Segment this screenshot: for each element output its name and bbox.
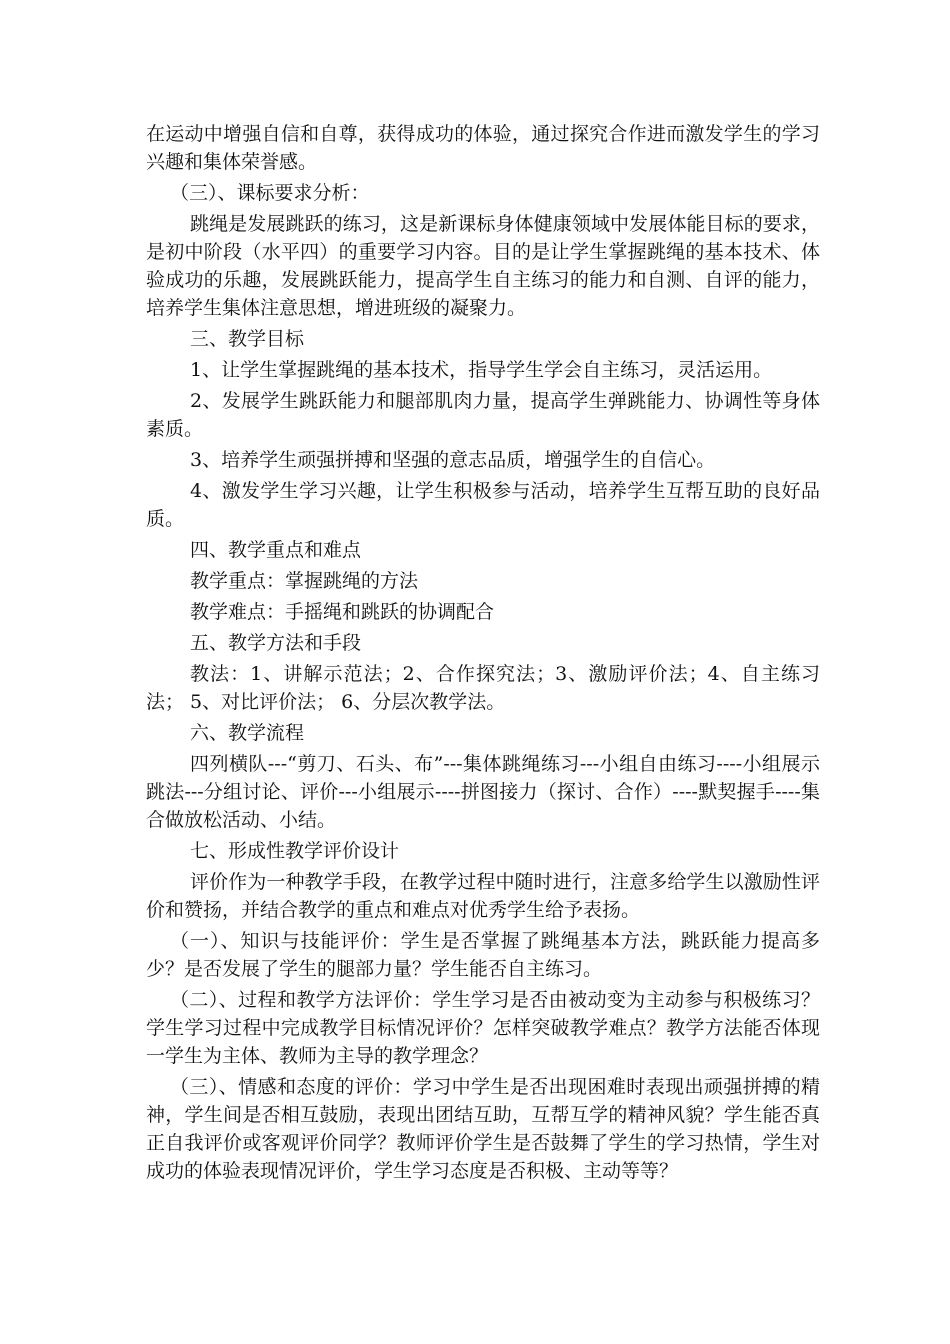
teaching-flow-text: 四列横队---“剪刀、石头、布”---集体跳绳练习---小组自由练习----小组展示跳法---分组讨论、评价---小组展示----拼图接力（探讨、合作）----默契握手----集合做放松活动、小结。 <box>146 753 820 831</box>
goal-item-1: 1、让学生掌握跳绳的基本技术，指导学生学会自主练习，灵活运用。 <box>190 359 773 381</box>
teaching-methods-list: 教法：1、讲解示范法；2、合作探究法；3、激励评价法；4、自主练习法； 5、对比评价法； 6、分层次教学法。 <box>146 663 820 713</box>
heading-evaluation-design: 七、形成性教学评价设计 <box>190 840 400 862</box>
goal-item-4: 4、激发学生学习兴趣，让学生积极参与活动，培养学生互帮互助的良好品质。 <box>146 480 820 530</box>
evaluation-emotion-attitude: （三）、情感和态度的评价：学习中学生是否出现困难时表现出顽强拼搏的精神，学生间是否相互鼓励，表现出团结互助，互帮互学的精神风貌？学生能否真正自我评价或客观评价同学？教师评价学生是否鼓舞了学生的学习热情，学生对成功的体验表现情况评价，学生学习态度是否积极、主动等等？ <box>146 1076 820 1182</box>
subheading-curriculum-analysis: （三）、课标要求分析： <box>170 182 370 204</box>
evaluation-intro: 评价作为一种教学手段，在教学过程中随时进行，注意多给学生以激励性评价和赞扬，并结合教学的重点和难点对优秀学生给予表扬。 <box>146 871 820 921</box>
goal-item-2: 2、发展学生跳跃能力和腿部肌肉力量，提高学生弹跳能力、协调性等身体素质。 <box>146 390 820 440</box>
evaluation-knowledge-skills: （一）、知识与技能评价：学生是否掌握了跳绳基本方法，跳跃能力提高多少？是否发展了学生的腿部力量？学生能否自主练习。 <box>146 930 820 980</box>
key-point: 教学重点：掌握跳绳的方法 <box>190 570 419 592</box>
goal-item-3: 3、培养学生顽强拼搏和坚强的意志品质，增强学生的自信心。 <box>190 449 716 471</box>
heading-teaching-flow: 六、教学流程 <box>190 722 305 744</box>
paragraph-curriculum-analysis: 跳绳是发展跳跃的练习，这是新课标身体健康领域中发展体能目标的要求，是初中阶段（水平四）的重要学习内容。目的是让学生掌握跳绳的基本技术、体验成功的乐趣，发展跳跃能力，提高学生自主练习的能力和自测、自评的能力，培养学生集体注意思想，增进班级的凝聚力。 <box>146 213 820 319</box>
paragraph-intro-continuation: 在运动中增强自信和自尊，获得成功的体验，通过探究合作进而激发学生的学习兴趣和集体荣誉感。 <box>146 123 820 173</box>
difficult-point: 教学难点：手摇绳和跳跃的协调配合 <box>190 601 495 623</box>
heading-teaching-goals: 三、教学目标 <box>190 328 305 350</box>
heading-key-points: 四、教学重点和难点 <box>190 539 362 561</box>
evaluation-process-methods: （二）、过程和教学方法评价：学生学习是否由被动变为主动参与积极练习？学生学习过程中完成教学目标情况评价？怎样突破教学难点？教学方法能否体现一学生为主体、教师为主导的教学理念？ <box>146 989 820 1067</box>
heading-teaching-methods: 五、教学方法和手段 <box>190 632 362 654</box>
